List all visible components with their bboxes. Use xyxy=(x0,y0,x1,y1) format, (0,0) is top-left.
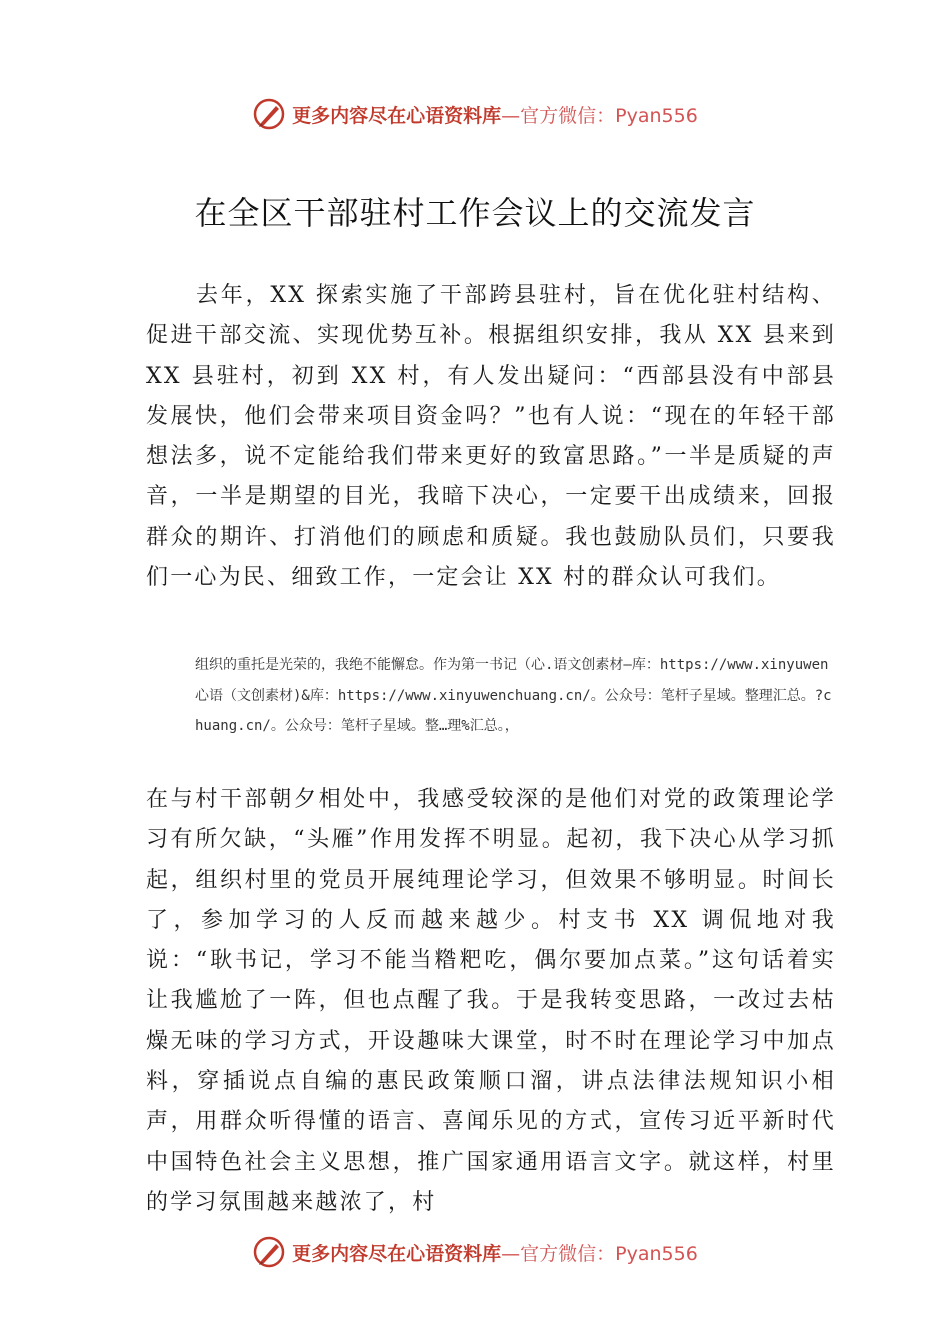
pen-logo-icon xyxy=(252,97,286,131)
header-banner-sub: —官方微信：Pyan556 xyxy=(501,104,698,127)
header-banner-main: 更多内容尽在心语资料库 xyxy=(292,104,502,127)
header-banner xyxy=(0,94,950,134)
footer-banner-sub: —官方微信：Pyan556 xyxy=(501,1242,698,1265)
pen-logo-icon xyxy=(252,1235,286,1269)
footer-banner xyxy=(0,1232,950,1272)
source-note: 组织的重托是光荣的，我绝不能懈怠。作为第一书记（心.语文创素材—库：https://www.xinyuwen心语（文创素材)&库：https://www.xinyuwenchuang.cn/。公众号：笔杆子星域。整理汇总。?chuang.cn/。公众号：笔杆子星域。整…理%汇总。， xyxy=(195,657,832,734)
paragraph-2: 在与村干部朝夕相处中，我感受较深的是他们对党的政策理论学习有所欠缺，“头雁”作用发挥不明显。起初，我下决心从学习抓起，组织村里的党员开展纯理论学习，但效果不够明显。时间长了，参加学习的人反而越来越少。村支书 XX 调侃地对我说：“耿书记，学习不能当糌粑吃，偶尔要加点菜。”这句话着实让我尴尬了一阵，但也点醒了我。于是我转变思路，一改过去枯燥无味的学习方式，开设趣味大课堂，时不时在理论学习中加点料，穿插说点自编的惠民政策顺口溜，讲点法律法规知识小相声，用群众听得懂的语言、喜闻乐见的方式，宣传习近平新时代中国特色社会主义思想，推广国家通用语言文字。就这样，村里的学习氛围越来越浓了，村 xyxy=(146,787,836,1215)
document-title: 在全区干部驻村工作会议上的交流发言 xyxy=(194,194,756,232)
paragraph-1: 去年，XX 探索实施了干部跨县驻村，旨在优化驻村结构、促进干部交流、实现优势互补。根据组织安排，我从 XX 县来到 XX 县驻村，初到 XX 村，有人发出疑问：“西部县没有中部县发展快，他们会带来项目资金吗？”也有人说：“现在的年轻干部想法多，说不定能给我们带来更好的致富思路。”一半是质疑的声音，一半是期望的目光，我暗下决心，一定要干出成绩来，回报群众的期许、打消他们的顾虑和质疑。我也鼓励队员们，只要我们一心为民、细致工作，一定会让 XX 村的群众认可我们。 xyxy=(146,283,836,591)
footer-banner-main: 更多内容尽在心语资料库 xyxy=(292,1242,502,1265)
